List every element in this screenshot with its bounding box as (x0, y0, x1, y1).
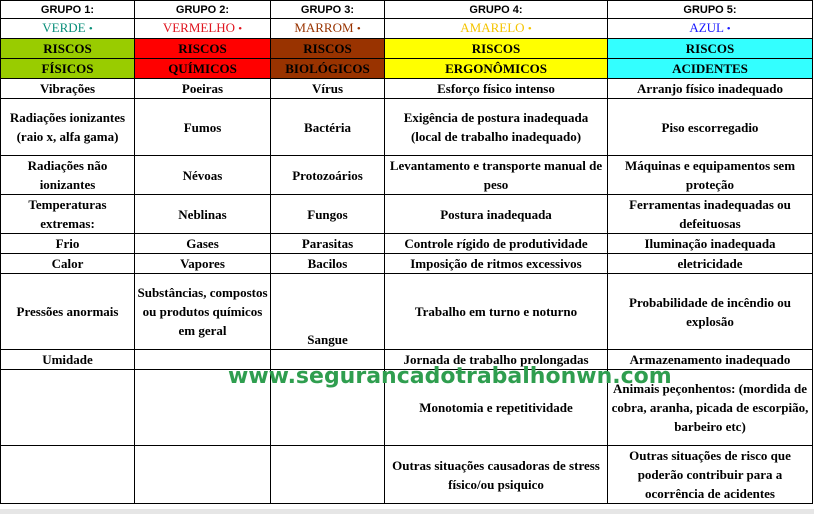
table-cell: Gases (135, 234, 271, 254)
table-cell: Sangue (271, 274, 385, 350)
table-cell: Temperaturas extremas: (1, 195, 135, 234)
group-3-color-name: MARROM (294, 20, 354, 35)
table-cell (271, 350, 385, 370)
table-cell: Jornada de trabalho prolongadas (385, 350, 608, 370)
table-row (1, 156, 813, 195)
table-cell (135, 350, 271, 370)
group-3-risk-type: BIOLÓGICOS (271, 59, 385, 79)
group-title-row (1, 1, 813, 19)
group-4-risk-type: ERGONÔMICOS (385, 59, 608, 79)
table-cell: Exigência de postura inadequada (local de trabalho inadequado) (385, 99, 608, 156)
table-cell: eletricidade (608, 254, 813, 274)
table-cell: Frio (1, 234, 135, 254)
table-cell (135, 446, 271, 504)
table-cell: Imposição de ritmos excessivos (385, 254, 608, 274)
table-cell: Bactéria (271, 99, 385, 156)
table-cell (271, 370, 385, 446)
table-cell: Neblinas (135, 195, 271, 234)
group-2-title: GRUPO 2: (135, 1, 271, 19)
table-cell: Outras situações de risco que poderão contribuir para a ocorrência de acidentes (608, 446, 813, 504)
table-cell: Radiações ionizantes (raio x, alfa gama) (1, 99, 135, 156)
group-5-title: GRUPO 5: (608, 1, 813, 19)
table-cell (1, 446, 135, 504)
table-cell: Protozoários (271, 156, 385, 195)
group-5-color (608, 19, 813, 39)
table-cell: Esforço físico intenso (385, 79, 608, 99)
group-4-title: GRUPO 4: (385, 1, 608, 19)
table-cell: Monotomia e repetitividade (385, 370, 608, 446)
table-cell: Vapores (135, 254, 271, 274)
group-1-dot-icon: • (88, 23, 93, 35)
table-cell: Substâncias, compostos ou produtos químicos em geral (135, 274, 271, 350)
table-cell: Umidade (1, 350, 135, 370)
group-5-color-name: AZUL (689, 20, 724, 35)
table-cell: Radiações não ionizantes (1, 156, 135, 195)
table-cell: Armazenamento inadequado (608, 350, 813, 370)
group-2-color (135, 19, 271, 39)
group-4-color (385, 19, 608, 39)
table-cell: Parasitas (271, 234, 385, 254)
table-cell (135, 370, 271, 446)
table-cell: Bacilos (271, 254, 385, 274)
group-5-dot-icon: • (726, 23, 731, 35)
bottom-strip (0, 509, 814, 514)
group-2-risk-type: QUÍMICOS (135, 59, 271, 79)
table-row (1, 274, 813, 350)
group-1-color (1, 19, 135, 39)
group-2-dot-icon: • (238, 23, 243, 35)
table-cell: Levantamento e transporte manual de peso (385, 156, 608, 195)
group-3-color (271, 19, 385, 39)
table-cell: Arranjo físico inadequado (608, 79, 813, 99)
table-cell: Piso escorregadio (608, 99, 813, 156)
table-cell: Névoas (135, 156, 271, 195)
table-cell (1, 370, 135, 446)
table-row (1, 195, 813, 234)
risk-header-row-2 (1, 59, 813, 79)
group-4-dot-icon: • (527, 23, 532, 35)
table-cell: Trabalho em turno e noturno (385, 274, 608, 350)
table-row (1, 370, 813, 446)
table-cell: Máquinas e equipamentos sem proteção (608, 156, 813, 195)
table-row (1, 234, 813, 254)
table-row (1, 79, 813, 99)
table-cell: Animais peçonhentos: (mordida de cobra, aranha, picada de escorpião, barbeiro etc) (608, 370, 813, 446)
table-cell: Vírus (271, 79, 385, 99)
group-3-title: GRUPO 3: (271, 1, 385, 19)
table-cell: Ferramentas inadequadas ou defeituosas (608, 195, 813, 234)
group-5-risk-type: ACIDENTES (608, 59, 813, 79)
group-1-color-name: VERDE (42, 20, 86, 35)
table-cell: Fungos (271, 195, 385, 234)
table-cell: Iluminação inadequada (608, 234, 813, 254)
table-cell: Poeiras (135, 79, 271, 99)
group-1-risk-type: FÍSICOS (1, 59, 135, 79)
table-cell (271, 446, 385, 504)
group-color-row (1, 19, 813, 39)
group-5-risk-label: RISCOS (608, 39, 813, 59)
table-row (1, 350, 813, 370)
group-1-title: GRUPO 1: (1, 1, 135, 19)
table-cell: Pressões anormais (1, 274, 135, 350)
table-cell: Probabilidade de incêndio ou explosão (608, 274, 813, 350)
table-cell: Fumos (135, 99, 271, 156)
group-1-risk-label: RISCOS (1, 39, 135, 59)
table-cell: Calor (1, 254, 135, 274)
group-3-risk-label: RISCOS (271, 39, 385, 59)
table-cell: Vibrações (1, 79, 135, 99)
table-row (1, 99, 813, 156)
table-row (1, 446, 813, 504)
group-3-dot-icon: • (356, 23, 361, 35)
group-2-color-name: VERMELHO (162, 20, 236, 35)
table-row (1, 254, 813, 274)
group-4-color-name: AMARELO (460, 20, 525, 35)
table-cell: Postura inadequada (385, 195, 608, 234)
risk-header-row-1 (1, 39, 813, 59)
table-cell: Outras situações causadoras de stress físico/ou psiquico (385, 446, 608, 504)
group-4-risk-label: RISCOS (385, 39, 608, 59)
website-watermark: www.segurancadotrabalhonwn.com (228, 364, 672, 389)
group-2-risk-label: RISCOS (135, 39, 271, 59)
table-cell: Controle rígido de produtividade (385, 234, 608, 254)
